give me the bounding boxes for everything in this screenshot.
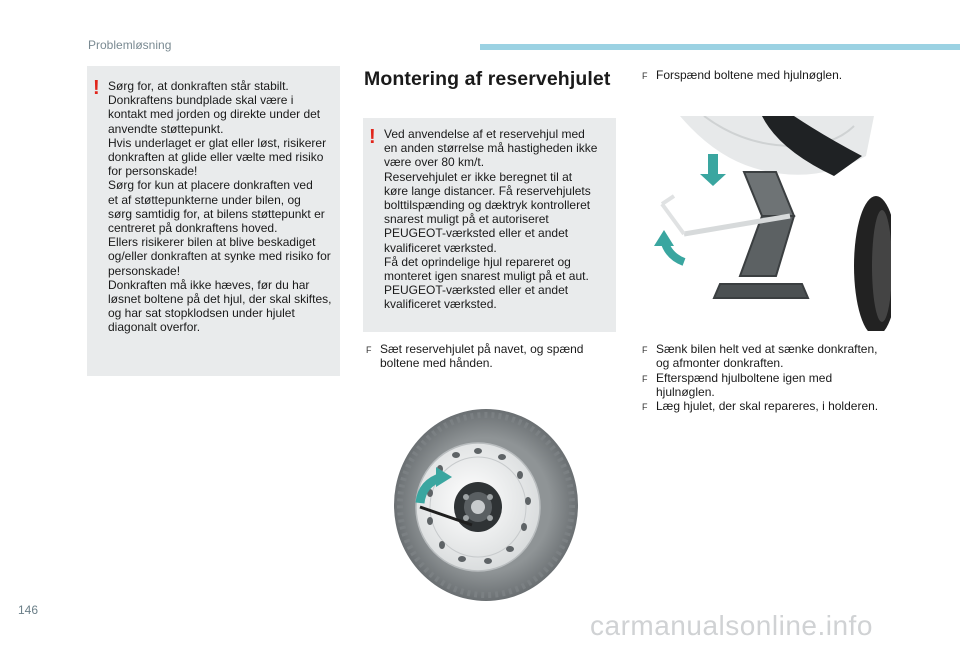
step-store-wheel [642, 399, 912, 413]
step-text: Sæt reservehjulet på navet, og spænd [380, 342, 584, 356]
warning-line: diagonalt overfor. [108, 320, 201, 335]
warning-line: en anden størrelse må hastigheden ikke [384, 141, 598, 156]
warning-line: kvalificeret værksted. [384, 297, 497, 312]
warning-line: Få det oprindelige hjul repareret og [384, 254, 571, 269]
step-mount-spare-wheel [366, 342, 616, 371]
spare-wheel-illustration [390, 405, 585, 605]
step-text: boltene med hånden. [380, 356, 493, 371]
warning-line: og/eller donkraften at synke med risiko for [108, 249, 331, 264]
step-bullet-icon: F [642, 402, 648, 412]
warning-line: for personskade! [108, 164, 198, 179]
warning-line: og har sat stopklodsen under hjulet [108, 306, 295, 321]
warning-line: Reservehjulet er ikke beregnet til at [384, 169, 573, 184]
left-warning-text [108, 79, 340, 335]
warning-line: bolttilspænding og dæktryk kontrolleret [384, 198, 591, 213]
warning-line: snarest muligt på et autoriseret [384, 212, 549, 227]
warning-line: monteret igen snarest muligt på et aut. [384, 269, 589, 284]
warning-line: PEUGEOT-værksted eller et andet [384, 226, 569, 241]
warning-line: Ellers risikerer bilen at blive beskadiget [108, 235, 316, 250]
left-warning-box [87, 66, 340, 376]
step-text: Forspænd boltene med hjulnøglen. [656, 68, 843, 82]
section-title: Montering af reservehjulet [364, 68, 611, 90]
warning-line: løsnet boltene på det hjul, der skal skiftes, [108, 292, 332, 307]
step-bullet-icon: F [642, 345, 648, 355]
warning-line: Donkraften må ikke hæves, før du har [108, 277, 310, 292]
warning-line: kvalificeret værksted. [384, 240, 497, 255]
watermark: carmanualsonline.info [590, 610, 873, 641]
warning-line: Hvis underlaget er glat eller løst, risikerer [108, 135, 327, 150]
step-bullet-icon: F [642, 374, 648, 384]
step-retighten-bolts [642, 371, 902, 400]
warning-line: sørg samtidig for, at bilens støttepunkt er [108, 206, 325, 221]
warning-line: kontakt med jorden og direkte under det [108, 107, 321, 122]
warning-line: donkraften at glide eller vælte med risiko [108, 150, 324, 165]
warning-mark-icon: ! [93, 77, 100, 99]
step-bullet-icon: F [642, 71, 648, 81]
step-pretighten-bolts [642, 68, 902, 82]
step-text: Sænk bilen helt ved at sænke donkraften, [656, 342, 878, 356]
warning-line: centreret på donkraftens hoved. [108, 221, 278, 236]
warning-line: være over 80 km/t. [384, 155, 485, 170]
warning-line: PEUGEOT-værksted eller et andet [384, 283, 569, 298]
warning-line: Sørg for, at donkraften står stabilt. [108, 79, 289, 93]
warning-line: Ved anvendelse af et reservehjul med [384, 127, 585, 141]
middle-warning-box [363, 118, 616, 332]
warning-line: personskade! [108, 263, 181, 278]
step-text: hjulnøglen. [656, 385, 715, 400]
step-lower-car [642, 342, 902, 371]
warning-line: køre lange distancer. Få reservehjulets [384, 183, 591, 198]
page-number: 146 [18, 603, 39, 617]
section-label: Problemløsning [88, 38, 172, 52]
step-text: Efterspænd hjulboltene igen med [656, 371, 833, 385]
warning-line: Sørg for kun at placere donkraften ved [108, 178, 313, 193]
warning-line: et af støttepunkterne under bilen, og [108, 192, 301, 207]
step-bullet-icon: F [366, 345, 372, 355]
warning-line: anvendte støttepunkt. [108, 121, 224, 136]
header-accent-bar [480, 44, 960, 50]
middle-warning-text [384, 127, 616, 312]
warning-mark-icon: ! [369, 126, 376, 148]
step-text: Læg hjulet, der skal repareres, i holderen. [656, 399, 879, 413]
wheel-hub-icon [454, 482, 502, 532]
warning-line: Donkraftens bundplade skal være i [108, 93, 294, 108]
step-text: og afmonter donkraften. [656, 356, 784, 371]
jack-illustration [644, 116, 891, 331]
